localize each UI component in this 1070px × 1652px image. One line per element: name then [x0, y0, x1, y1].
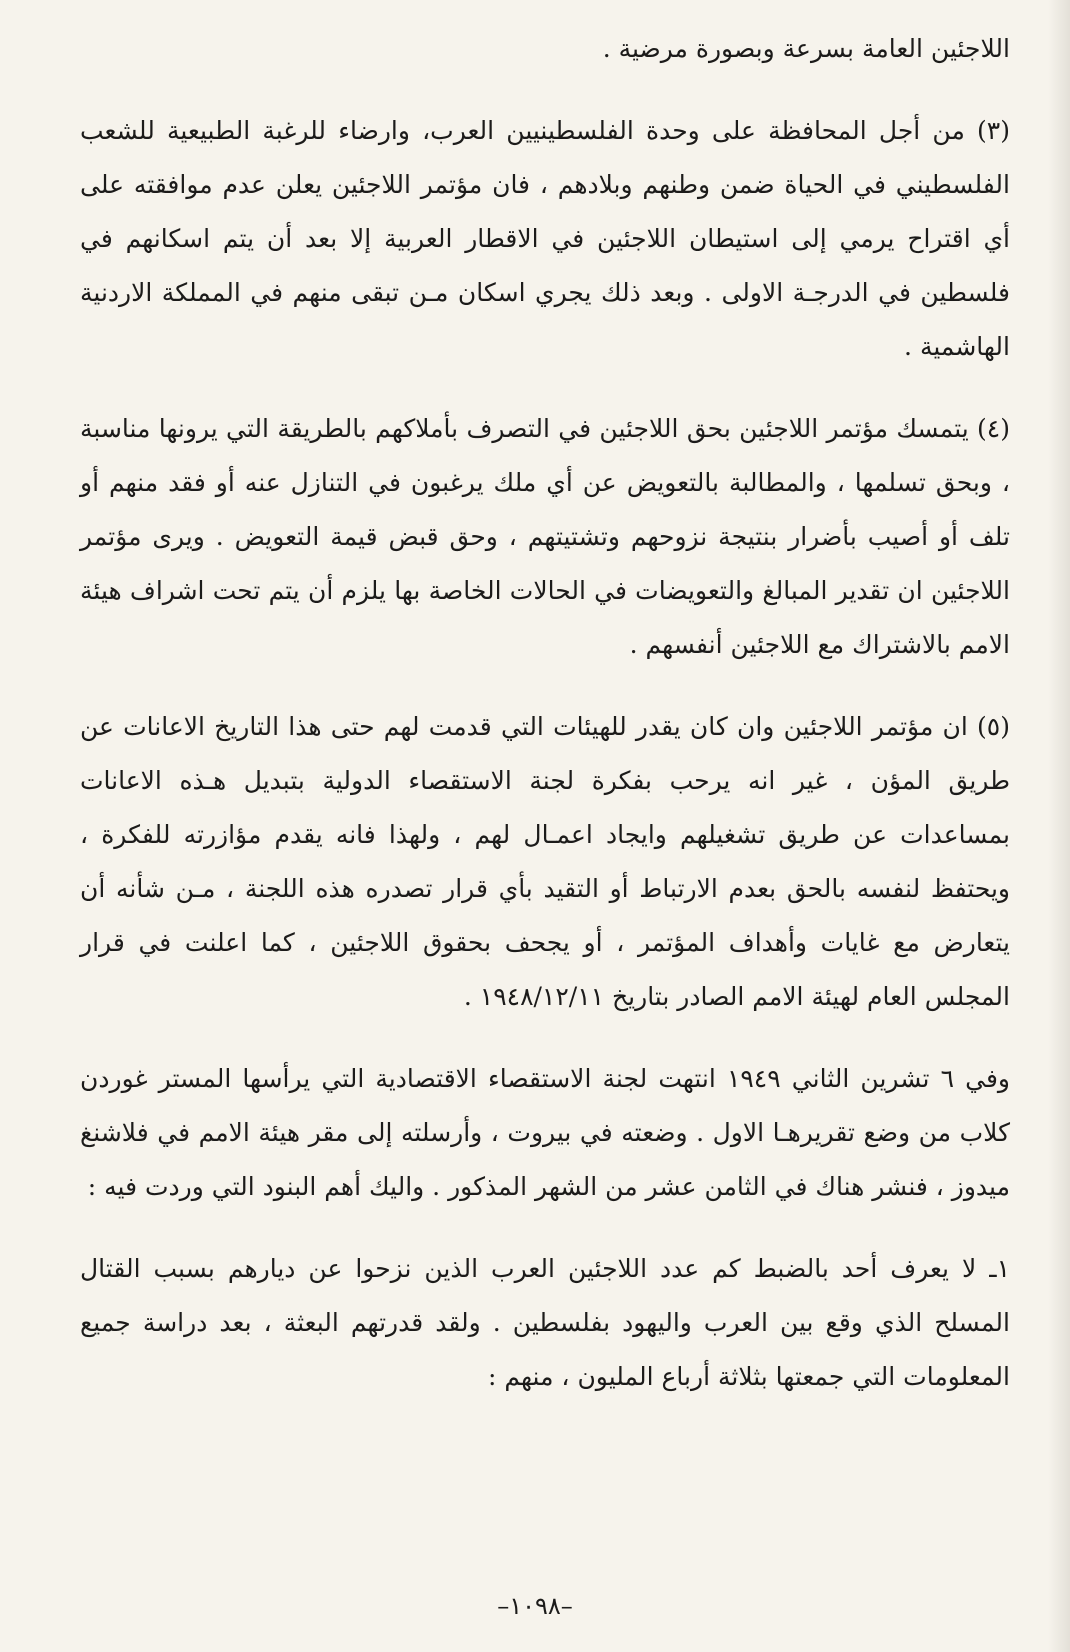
paragraph-report-intro: وفي ٦ تشرين الثاني ١٩٤٩ انتهت لجنة الاستقصاء الاقتصادية التي يرأسها المستر غوردن كلاب من وضع تقريرهـا الاول . وضعته في بيروت ، وأرسلته إلى مقر هيئة الامم في فلاشنغ ميدوز ، فنشر هناك في الثامن عشر من الشهر المذكور . واليك أهم البنود التي وردت فيه :: [80, 1064, 1010, 1201]
scan-edge-shadow: [1048, 0, 1070, 1652]
paragraph-item-3: (٣) من أجل المحافظة على وحدة الفلسطينيين العرب، وارضاء للرغبة الطبيعية للشعب الفلسطيني في الحياة ضمن وطنهم وبلادهم ، فان مؤتمر اللاجئين يعلن عدم موافقته على أي اقتراح يرمي إلى استيطان اللاجئين في الاقطار العربية إلا بعد أن يتم اسكانهم في فلسطين في الدرجـة الاولى . وبعد ذلك يجري اسكان مـن تبقى منهم في المملكة الاردنية الهاشمية .: [80, 116, 1010, 361]
paragraph-report-item-1: ١ـ لا يعرف أحد بالضبط كم عدد اللاجئين العرب الذين نزحوا عن ديارهم بسبب القتال المسلح الذي وقع بين العرب واليهود بفلسطين . ولقد قدرتهم البعثة ، بعد دراسة جميع المعلومات التي جمعتها بثلاثة أرباع المليون ، منهم :: [80, 1254, 1010, 1391]
paragraph-item-5: (٥) ان مؤتمر اللاجئين وان كان يقدر للهيئات التي قدمت لهم حتى هذا التاريخ الاعانات عن طريق المؤن ، غير انه يرحب بفكرة لجنة الاستقصاء الدولية بتبديل هـذه الاعانات بمساعدات عن طريق تشغيلهم وايجاد اعمـال لهم ، ولهذا فانه يقدم مؤازرته للفكرة ، ويحتفظ لنفسه بالحق بعدم الارتباط أو التقيد بأي قرار تصدره هذه اللجنة ، مـن شأنه أن يتعارض مع غايات وأهداف المؤتمر ، أو يجحف بحقوق اللاجئين ، كما اعلنت في قرار المجلس العام لهيئة الامم الصادر بتاريخ ١٩٤٨/١٢/١١ .: [80, 712, 1010, 1011]
body-text: [80, 22, 1010, 1404]
paragraph-continuation: اللاجئين العامة بسرعة وبصورة مرضية .: [602, 34, 1010, 63]
paragraph-item-4: (٤) يتمسك مؤتمر اللاجئين بحق اللاجئين في التصرف بأملاكهم بالطريقة التي يرونها مناسبة ، وبحق تسلمها ، والمطالبة بالتعويض عن أي ملك يرغبون في التنازل عنه أو فقد منهم أو تلف أو أصيب بأضرار بنتيجة نزوحهم وتشتيتهم ، وحق قبض قيمة التعويض . ويرى مؤتمر اللاجئين ان تقدير المبالغ والتعويضات في الحالات الخاصة بها يلزم أن يتم تحت اشراف هيئة الامم بالاشتراك مع اللاجئين أنفسهم .: [80, 414, 1010, 659]
page-number: –١٠٩٨–: [497, 1592, 573, 1620]
